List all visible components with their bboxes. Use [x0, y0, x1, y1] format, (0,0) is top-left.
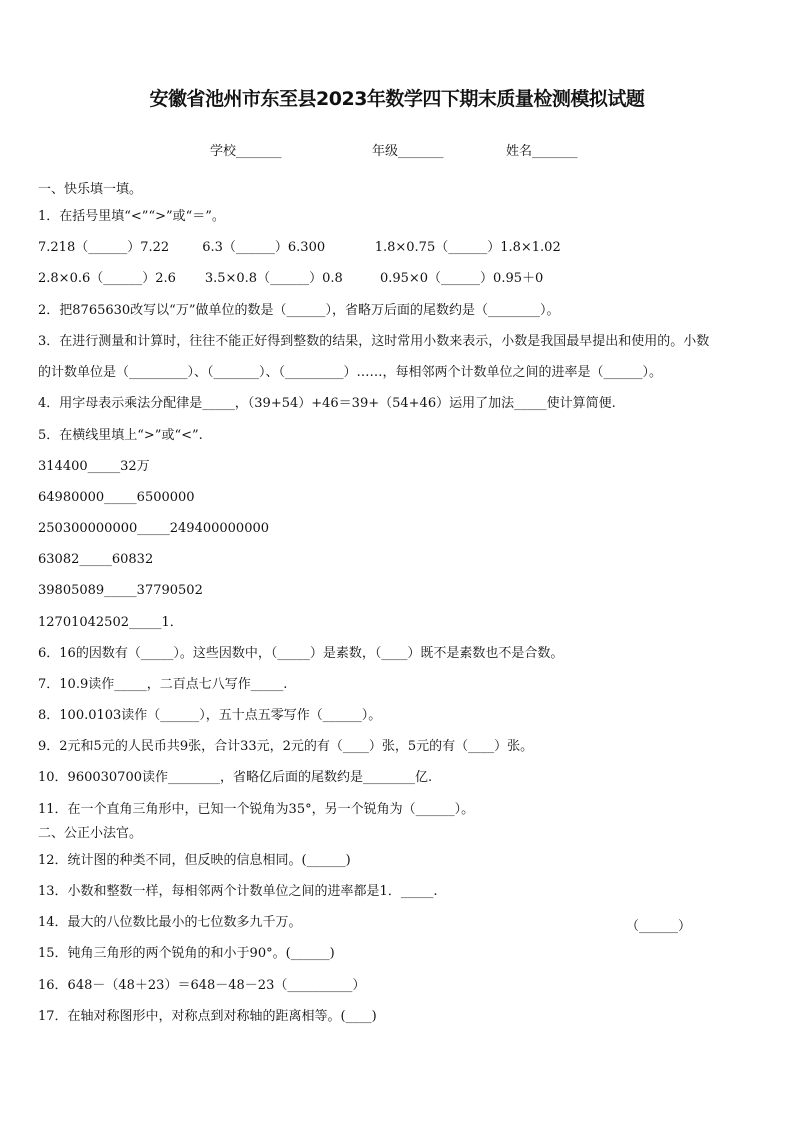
question-16: 16．648－（48＋23）＝648－48－23（__________）: [38, 978, 366, 993]
question-12: 12．统计图的种类不同，但反映的信息相同。(______): [38, 853, 351, 868]
question-14: 14．最大的八位数比最小的七位数多九千万。: [38, 915, 302, 930]
grade-field: 年级_______: [372, 144, 444, 159]
question-5-item: 12701042502_____1．: [38, 615, 183, 630]
question-3: 3．在进行测量和计算时，往往不能正好得到整数的结果，这时常用小数来表示，小数是我国最早提出和使用的。小数: [38, 334, 710, 349]
question-5-item: 63082_____60832: [38, 552, 154, 567]
question-1: 1．在括号里填“<”“>”或“＝”。: [38, 209, 225, 224]
question-5-item: 314400_____32万: [38, 459, 150, 474]
question-5: 5．在横线里填上“>”或“<”.: [38, 428, 203, 443]
question-1-row-2: 2.8×0.6（______）2.6 3.5×0.8（______）0.8 0.95×0（______）0.95＋0: [38, 271, 544, 286]
question-17: 17．在轴对称图形中，对称点到对称轴的距离相等。(____): [38, 1009, 377, 1024]
question-3-cont: 的计数单位是（_________）、（_______）、（_________）……，每相邻两个计数单位之间的进率是（______）。: [38, 365, 663, 380]
question-9: 9．2元和5元的人民币共9张，合计33元，2元的有（____）张，5元的有（____）张。: [38, 739, 534, 754]
question-11: 11．在一个直角三角形中，已知一个锐角为35°，另一个锐角为（______）。: [38, 802, 475, 817]
page-title: 安徽省池州市东至县2023年数学四下期末质量检测模拟试题: [149, 88, 645, 110]
section-heading-2: 二、公正小法官。: [38, 826, 143, 841]
question-5-item: 39805089_____37790502: [38, 583, 203, 598]
question-13: 13．小数和整数一样，每相邻两个计数单位之间的进率都是1．_____.: [38, 884, 438, 899]
question-10: 10．960030700读作________，省略亿后面的尾数约是________亿.: [38, 770, 433, 785]
question-4: 4．用字母表示乘法分配律是_____，（39+54）+46＝39+（54+46）运用了加法_____使计算简便.: [38, 396, 616, 411]
question-8: 8．100.0103读作（______），五十点五零写作（______）。: [38, 708, 382, 723]
question-7: 7．10.9读作_____，二百点七八写作_____.: [38, 677, 288, 692]
question-15: 15．钝角三角形的两个锐角的和小于90°。(______): [38, 946, 335, 961]
question-6: 6．16的因数有（_____）。这些因数中，（_____）是素数，（____）既不是素数也不是合数。: [38, 646, 564, 661]
question-5-item: 250300000000_____249400000000: [38, 521, 270, 536]
question-14-answer-blank: （______）: [626, 919, 692, 934]
section-heading-1: 一、快乐填一填。: [38, 182, 143, 197]
school-field: 学校_______: [210, 144, 282, 159]
name-field: 姓名_______: [506, 144, 578, 159]
question-1-row-1: 7.218（______）7.22 6.3（______）6.300 1.8×0.75（______）1.8×1.02: [38, 240, 561, 255]
question-5-item: 64980000_____6500000: [38, 490, 195, 505]
question-2: 2．把8765630改写以“万”做单位的数是（______），省略万后面的尾数约是（________）。: [38, 303, 560, 318]
